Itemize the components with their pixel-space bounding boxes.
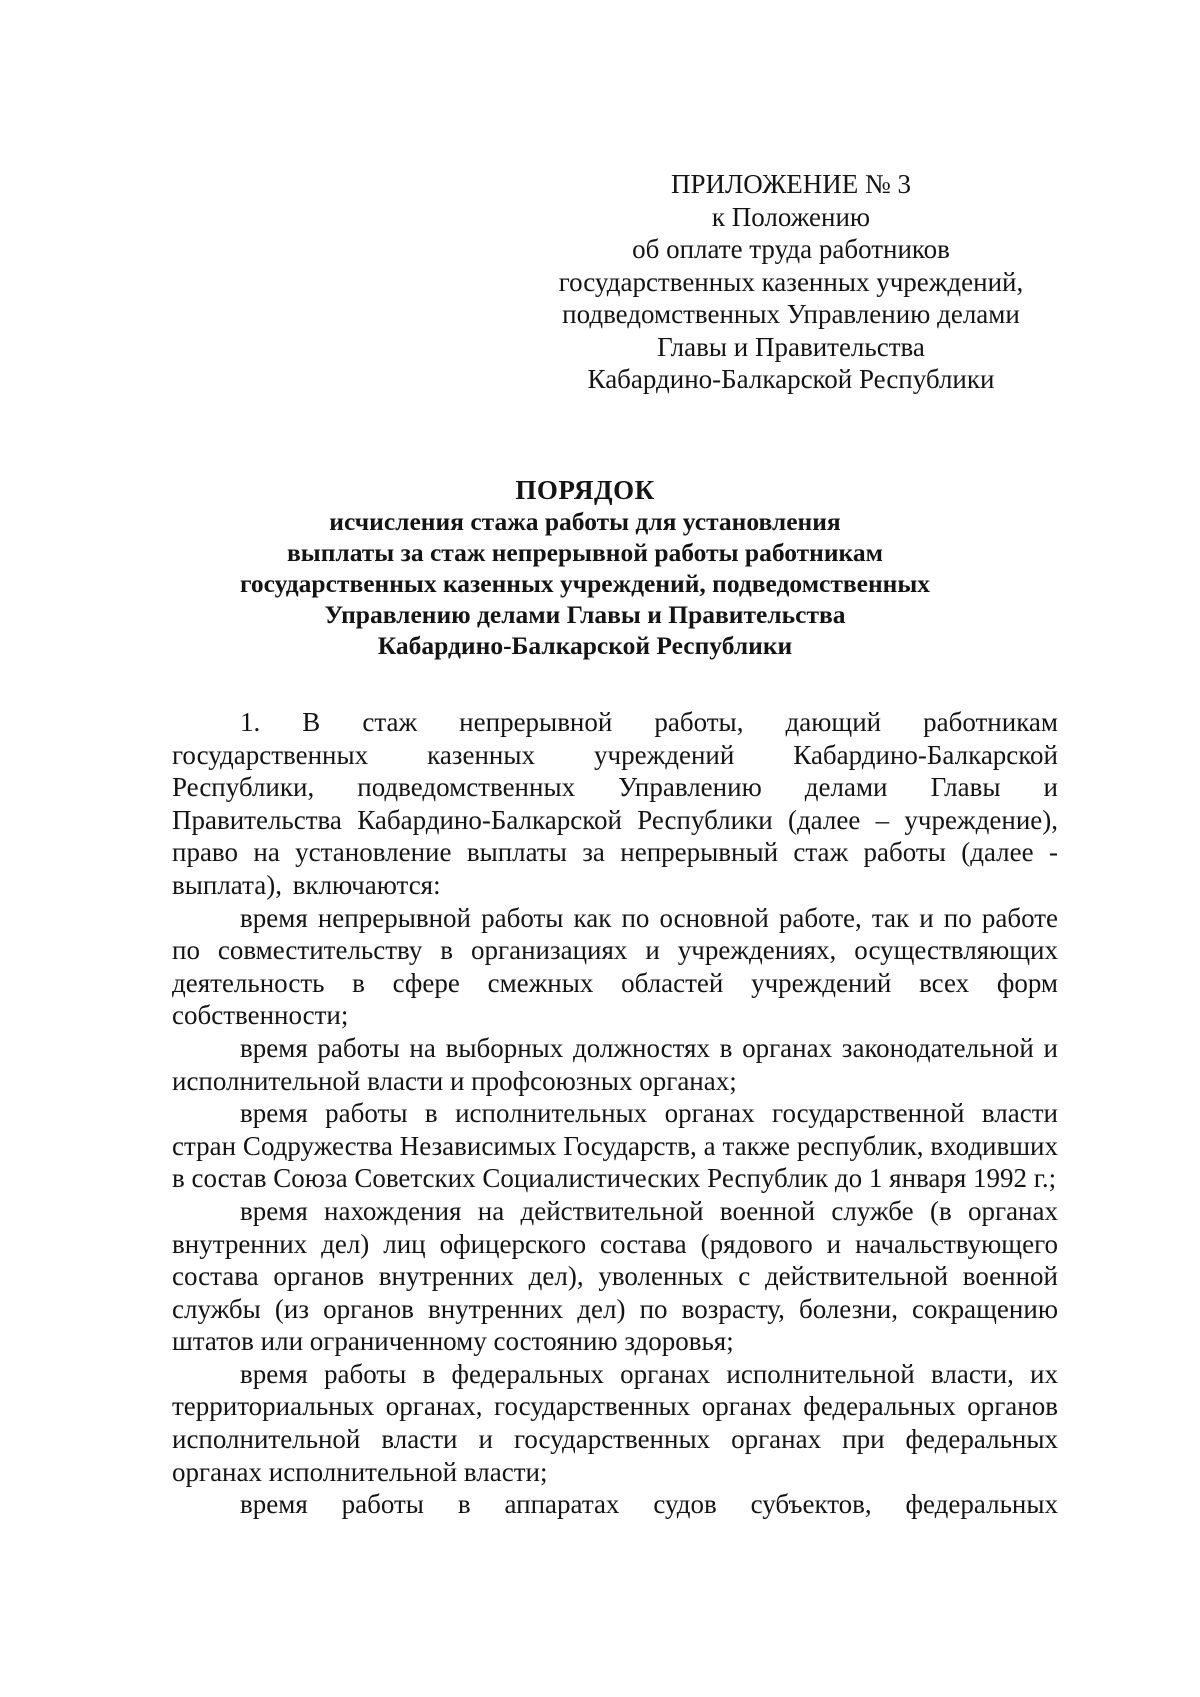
appendix-line: государственных казенных учреждений, xyxy=(558,266,1024,297)
title-line: выплаты за стаж непрерывной работы работникам xyxy=(287,538,883,567)
document-title xyxy=(150,474,1020,661)
appendix-header xyxy=(540,168,1042,396)
paragraph-federal-authorities: время работы в федеральных органах исполнительной власти, их территориальных органах, государственных органах федеральных органов исполнительной власти и государственных органах при федеральных органах исполнительной власти; xyxy=(172,1358,1058,1487)
paragraph-court-apparatus: время работы в аппаратах судов субъектов, федеральных xyxy=(240,1489,1058,1520)
paragraph-elected-positions: время работы на выборных должностях в органах законодательной и исполнительной власти и профсоюзных органах; xyxy=(172,1032,1058,1096)
appendix-line: Главы и Правительства xyxy=(657,331,925,362)
appendix-line: об оплате труда работников xyxy=(632,234,950,264)
appendix-line: к Положению xyxy=(711,201,871,232)
title-line: исчисления стажа работы для установления xyxy=(329,507,841,536)
paragraph-continuous-work: время непрерывной работы как по основной работе, так и по работе по совместительству в организациях и учреждениях, осуществляющих деятельность в сфере смежных областей учреждений всех форм собственности; xyxy=(172,902,1058,1031)
title-line: государственных казенных учреждений, подведомственных xyxy=(239,569,931,598)
appendix-number: ПРИЛОЖЕНИЕ № 3 xyxy=(670,169,912,199)
appendix-line: Кабардино-Балкарской Республики xyxy=(587,364,995,394)
paragraph-military-service: время нахождения на действительной военной службе (в органах внутренних дел) лиц офицерского состава (рядового и начальствующего состава органов внутренних дел), уволенных с действительной военной службы (из органов внутренних дел) по возрасту, болезни, сокращению штатов или ограниченному состоянию здоровья; xyxy=(172,1195,1058,1357)
document-body xyxy=(172,706,1058,1521)
title-line: Управлению делами Главы и Правительства xyxy=(324,600,846,629)
appendix-line: подведомственных Управлению делами xyxy=(562,299,1020,329)
paragraph-cis-authorities: время работы в исполнительных органах государственной власти стран Содружества Независимых Государств, а также республик, входивших в состав Союза Советских Социалистических Республик до 1 января 1992 г.; xyxy=(172,1098,1058,1194)
paragraph-1: 1. В стаж непрерывной работы, дающий работникам государственных казенных учреждений Кабардино-Балкарской Республики, подведомственных Управлению делами Главы и Правительства Кабардино-Балкарской Республики (далее – учреждение), право на установление выплаты за непрерывный стаж работы (далее - выплата), включаются: xyxy=(172,707,1058,900)
title-line: Кабардино-Балкарской Республики xyxy=(377,631,793,660)
title-heading: ПОРЯДОК xyxy=(515,475,655,505)
